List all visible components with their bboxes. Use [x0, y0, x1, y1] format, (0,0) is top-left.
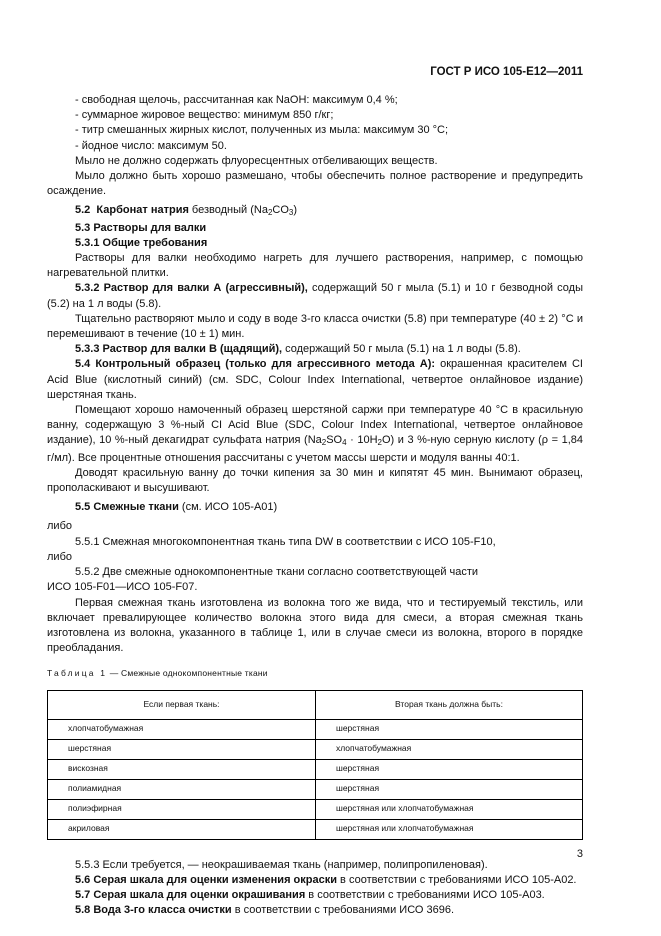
- section-5-5-2: 5.5.2 Две смежные однокомпонентные ткани согласно соответствующей части: [75, 566, 479, 579]
- paragraph: Доводят красильную ванну до точки кипения за 30 мин и кипятят 45 мин. Вынимают образец, прополаскивают и высушивают.: [47, 466, 583, 495]
- table-row: полиамидная шерстяная: [48, 779, 583, 799]
- page-number: 3: [576, 848, 583, 860]
- table-header-first: Если первая ткань:: [48, 690, 316, 719]
- table-row: акриловая шерстяная или хлопчатобумажная: [48, 819, 583, 839]
- paragraph: Мыло не должно содержать флуоресцентных отбеливающих веществ.: [75, 154, 438, 167]
- document-header: ГОСТ Р ИСО 105-Е12—2011: [430, 66, 583, 78]
- table-row: хлопчатобумажная шерстяная: [48, 719, 583, 739]
- paragraph: либо: [47, 520, 72, 533]
- section-title: Карбонат натрия: [96, 204, 189, 217]
- paragraph: либо: [47, 550, 72, 563]
- section-5-7: 5.7 Серая шкала для оценки окрашивания в соответствии с требованиями ИСО 105-А03.: [75, 888, 545, 901]
- paragraph: Первая смежная ткань изготовлена из волокна того же вида, что и тестируемый текстиль, или включает превалирующее количество волокна этого вида для смеси, а вторая смежная ткань изготовлена из волокна, указанного в таблице 1, или в случае смеси из волокна, второго в порядке преобладания.: [47, 596, 583, 655]
- table-row: шерстяная хлопчатобумажная: [48, 739, 583, 759]
- document-body: [47, 93, 583, 918]
- section-5-2: 5.2 Карбонат натрия безводный $(Na_2CO_3)$: [75, 204, 298, 218]
- section-5-3-2: 5.3.2 Раствор для валки А (агрессивный), содержащий 50 г мыла (5.1) и 10 г безводной соды (5.2) на 1 л воды (5.8).: [47, 282, 583, 310]
- paragraph: ИСО 105-F01—ИСО 105-F07.: [47, 581, 198, 594]
- table-row: вискозная шерстяная: [48, 759, 583, 779]
- list-item: - суммарное жировое вещество: минимум 850 г/кг;: [75, 109, 334, 122]
- section-number: 5.2: [75, 204, 91, 217]
- list-item: - титр смешанных жирных кислот, полученных из мыла: максимум 30 °С;: [75, 124, 449, 137]
- section-5-3-title: 5.3 Растворы для валки: [75, 221, 207, 234]
- paragraph: Помещают хорошо намоченный образец шерстяной саржи при температуре 40 °С в красильную ванну, содержащую 3 %-ный CI Acid Blue (SDC, Colour Index International, четвертое онлайновое издание), 10 %-ный декагидрат сульфата натрия $(Na_2SO_4 \cdot 10H_2O)$ и 3 %-ную серную кислоту (ρ = 1,84 г/мл). Все процентные отношения рассчитаны с учетом массы шерсти и модуля ванны 40:1.: [47, 404, 583, 464]
- section-5-3-3: 5.3.3 Раствор для валки В (щадящий), содержащий 50 г мыла (5.1) на 1 л воды (5.8).: [75, 343, 521, 356]
- table-row: полиэфирная шерстяная или хлопчатобумажная: [48, 799, 583, 819]
- list-item: - йодное число: максимум 50.: [75, 139, 227, 152]
- paragraph: Мыло должно быть хорошо размешано, чтобы обеспечить полное растворение и предупредить осаждение.: [47, 170, 583, 198]
- list-item: - свободная щелочь, рассчитанная как NaOH: максимум 0,4 %;: [75, 94, 398, 106]
- paragraph: Тщательно растворяют мыло и соду в воде 3-го класса очистки (5.8) при температуре (40 ± 2) °С и перемешивают в течение (10 ± 1) мин.: [47, 312, 583, 341]
- section-5-3-1-title: 5.3.1 Общие требования: [75, 236, 208, 249]
- section-5-5: 5.5 Смежные ткани (см. ИСО 105-А01): [75, 501, 278, 514]
- section-5-5-1: 5.5.1 Смежная многокомпонентная ткань типа DW в соответствии с ИСО 105-F10,: [75, 535, 496, 548]
- table-caption: Таблица 1 — Смежные однокомпонентные ткани: [47, 668, 268, 679]
- section-5-8: 5.8 Вода 3-го класса очистки в соответствии с требованиями ИСО 3696.: [75, 904, 455, 917]
- section-5-4: 5.4 Контрольный образец (только для агрессивного метода А): окрашенная красителем CI Acid Blue (кислотный синий) (см. SDC, Colour Index International, четвертое онлайновое издание) шерстяная ткань.: [47, 358, 583, 401]
- table-1: [47, 690, 583, 840]
- section-5-6: 5.6 Серая шкала для оценки изменения окраски в соответствии с требованиями ИСО 105-А02.: [75, 873, 577, 886]
- paragraph: Растворы для валки необходимо нагреть для лучшего растворения, например, с помощью нагревательной плитки.: [47, 252, 583, 280]
- section-5-5-3: 5.5.3 Если требуется, — неокрашиваемая ткань (например, полипропиленовая).: [75, 858, 488, 871]
- table-header-second: Вторая ткань должна быть:: [316, 690, 583, 719]
